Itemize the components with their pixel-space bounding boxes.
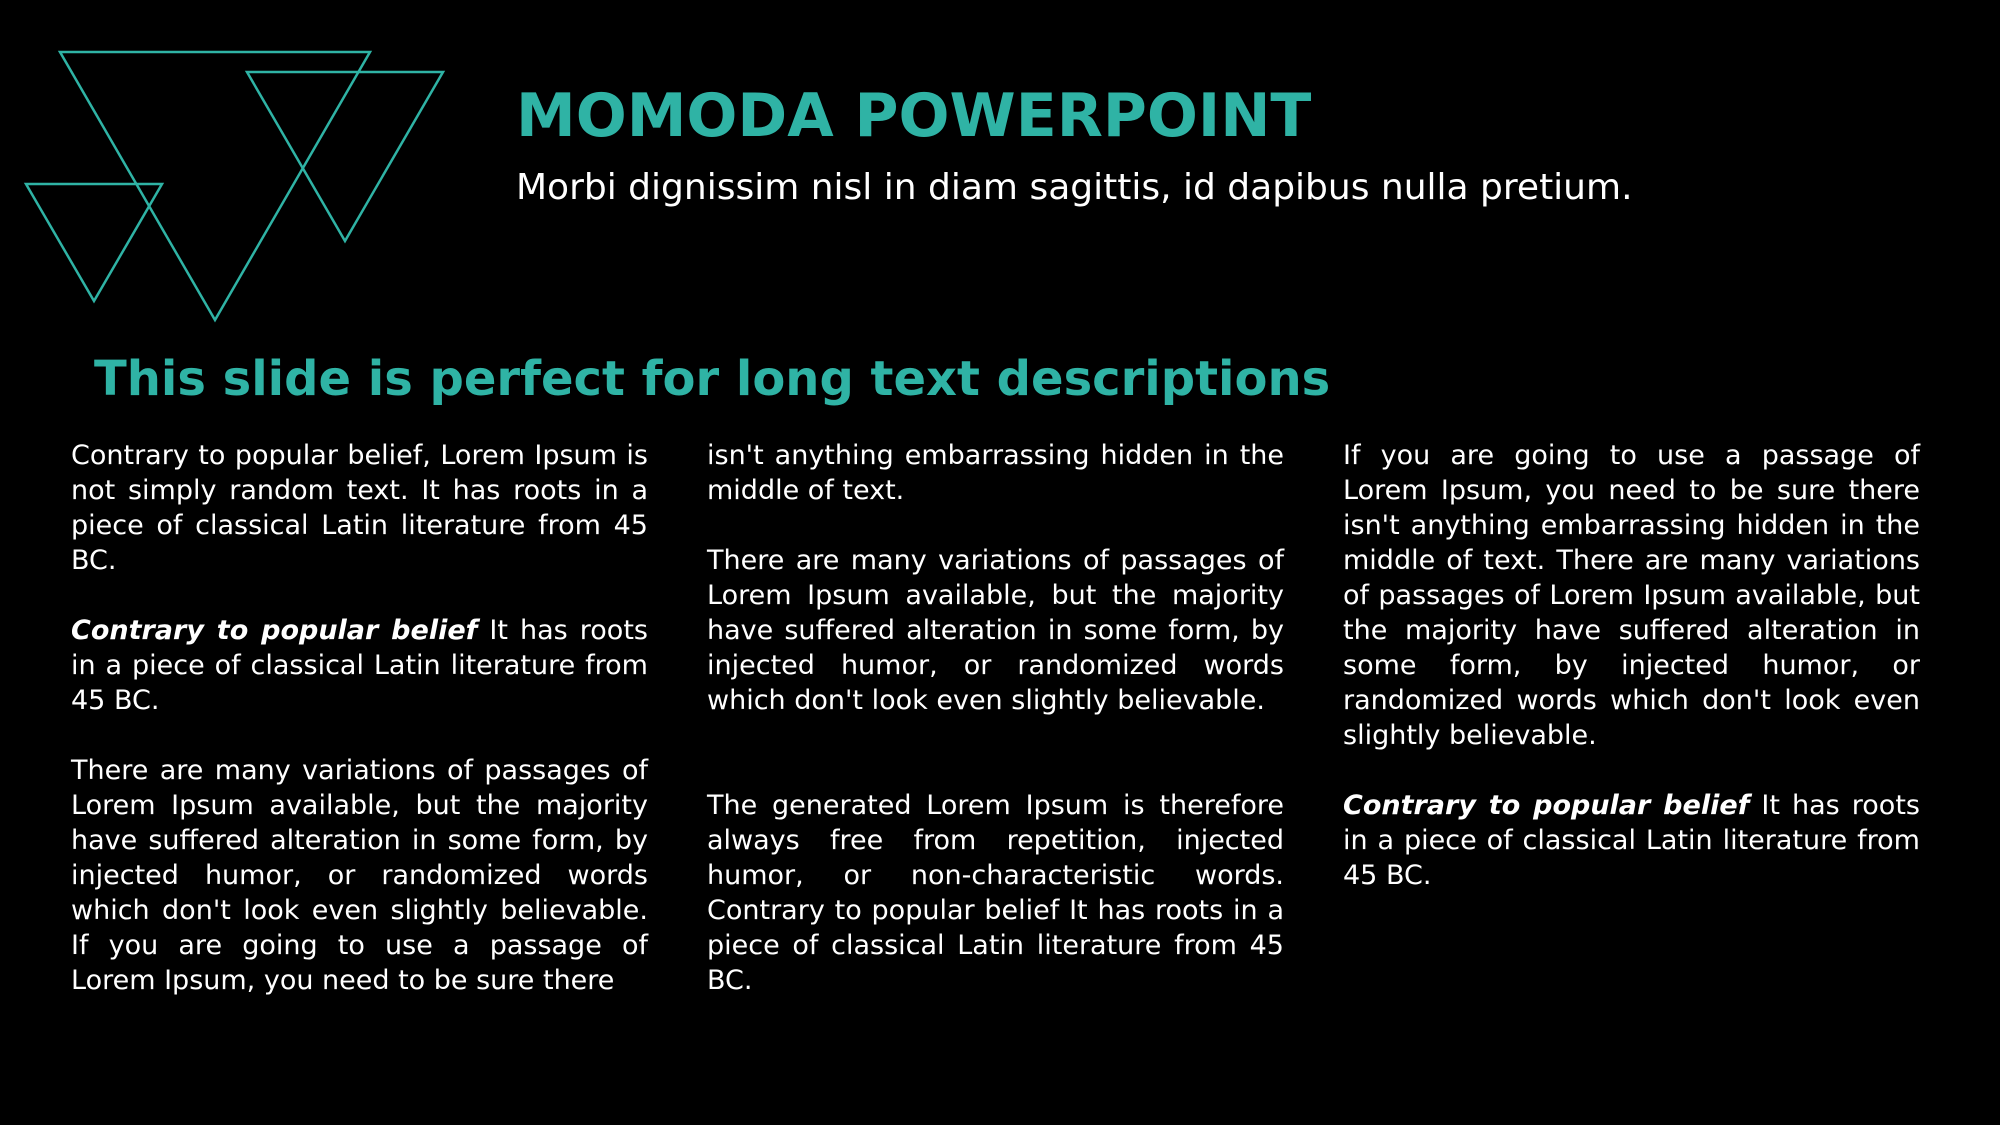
text-column-3 xyxy=(1343,438,1920,928)
col2-paragraph-3: The generated Lorem Ipsum is therefore always free from repetition, injected humor, or non-characteristic words. Contrary to popular belief It has roots in a piece of classical Latin literature from 45 BC. xyxy=(707,790,1284,996)
text-column-2 xyxy=(707,438,1284,1033)
col2-paragraph-2: There are many variations of passages of Lorem Ipsum available, but the majority have suffered alteration in some form, by injected humor, or randomized words which don't look even slightly believable. xyxy=(707,545,1284,716)
slide-subtitle: Morbi dignissim nisl in diam sagittis, id dapibus nulla pretium. xyxy=(516,167,1633,208)
col2-paragraph-1: isn't anything embarrassing hidden in the middle of text. xyxy=(707,440,1284,506)
outline-triangles-icon xyxy=(0,0,460,330)
col3-paragraph-2-text: It has roots in a piece of classical Latin literature from 45 BC. xyxy=(1343,790,1920,891)
col1-paragraph-2-text: It has roots in a piece of classical Latin literature from 45 BC. xyxy=(71,615,648,716)
section-heading: This slide is perfect for long text descriptions xyxy=(94,351,1331,407)
col3-paragraph-1: If you are going to use a passage of Lorem Ipsum, you need to be sure there isn't anything embarrassing hidden in the middle of text. There are many variations of passages of Lorem Ipsum available, but the majority have suffered alteration in some form, by injected humor, or randomized words which don't look even slightly believable. xyxy=(1343,440,1920,751)
col1-paragraph-1: Contrary to popular belief, Lorem Ipsum is not simply random text. It has roots in a piece of classical Latin literature from 45 BC. xyxy=(71,440,648,576)
col1-paragraph-2 xyxy=(71,613,648,718)
col1-emphasis: Contrary to popular belief xyxy=(71,615,478,646)
small-triangle xyxy=(26,184,162,301)
text-column-1 xyxy=(71,438,648,1033)
slide-title: MOMODA POWERPOINT xyxy=(516,81,1312,151)
col3-emphasis: Contrary to popular belief xyxy=(1343,790,1750,821)
col3-paragraph-2 xyxy=(1343,788,1920,893)
text-columns xyxy=(71,438,1921,1028)
col1-paragraph-3: There are many variations of passages of Lorem Ipsum available, but the majority have suffered alteration in some form, by injected humor, or randomized words which don't look even slightly believable. If you are going to use a passage of Lorem Ipsum, you need to be sure there xyxy=(71,755,648,996)
